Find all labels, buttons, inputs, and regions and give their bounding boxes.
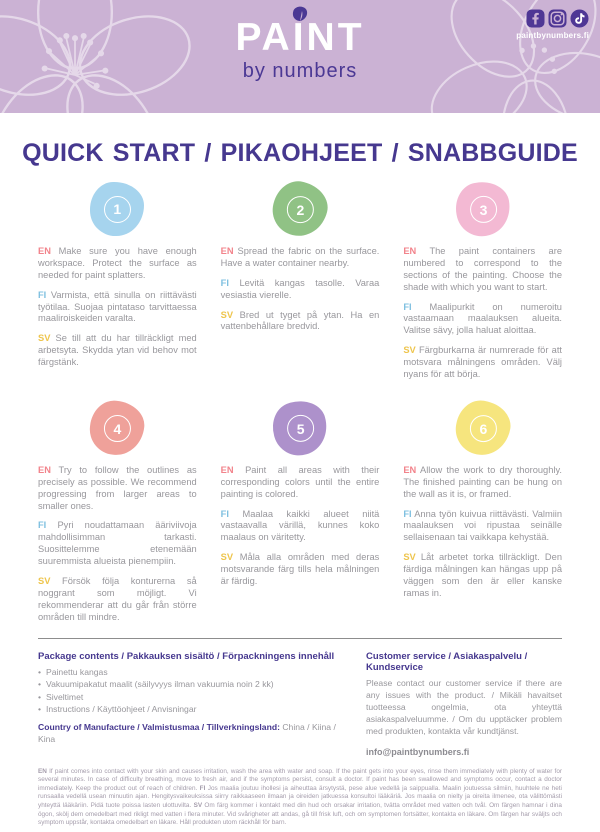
step-3-blob bbox=[451, 178, 514, 241]
step-3 bbox=[403, 182, 562, 389]
header-banner bbox=[0, 0, 600, 113]
list-item: • Siveltimet bbox=[38, 691, 346, 703]
lang-tag-en: EN bbox=[38, 464, 51, 475]
step-number: 5 bbox=[286, 414, 313, 441]
lang-tag-fi: FI bbox=[403, 301, 412, 312]
website-url[interactable]: paintbynumbers.fi bbox=[516, 31, 589, 40]
step-5-sv: SV Måla alla områden med deras motsvarande färg tills hela målningen är färdig. bbox=[220, 552, 380, 587]
step-number: 6 bbox=[469, 414, 496, 441]
tiktok-icon[interactable] bbox=[570, 9, 589, 28]
lang-tag-en: EN bbox=[403, 246, 417, 256]
step-4-en: EN Try to follow the outlines as precisely as possible. We recommend progressing from larger areas to smaller ones. bbox=[38, 464, 197, 511]
lang-tag-sv: SV bbox=[38, 576, 51, 587]
footer-lang-tag-sv: SV bbox=[193, 801, 203, 809]
customer-service-text: Please contact our customer service if there are any issues with the product. / Mikäli havaitset tuotteessa ongelmia, ota yhteyttä asiakaspalveluumme. / Om du upptäcker problem med produkten, kontakta vår kundtjänst. bbox=[366, 677, 562, 737]
step-2-sv: SV Bred ut tyget på ytan. Ha en vattenbehållare bredvid. bbox=[220, 309, 380, 332]
package-contents-list bbox=[38, 666, 346, 716]
lang-tag-en: EN bbox=[220, 464, 234, 475]
step-4-fi: FI Pyri noudattamaan ääriviivoja mahdollisimman tarkasti. Suosittelemme etenemään suuremmista alueista pienempiin. bbox=[38, 520, 197, 567]
footer-lang-tag-en: EN bbox=[38, 767, 47, 775]
lang-tag-en: EN bbox=[38, 246, 51, 256]
step-6-en: EN Allow the work to dry thoroughly. The finished painting can be hung on the wall as it is, or framed. bbox=[403, 464, 562, 499]
logo-tagline: by numbers bbox=[242, 60, 358, 82]
step-6-fi: FI Anna työn kuivua riittävästi. Valmiin maalauksen voi ripustaa seinälle sellaisenaan tai vaikkapa kehystää. bbox=[403, 508, 563, 543]
country-of-manufacture: Country of Manufacture / Valmistusmaa / Tillverkningsland: China / Kiina / Kina bbox=[38, 722, 336, 745]
footer-lang-tag-fi: FI bbox=[199, 784, 206, 792]
step-1-fi: FI Varmista, että sinulla on riittävästi työtilaa. Suojaa pintataso tarvittaessa maaliroiskeiden varalta. bbox=[38, 289, 197, 324]
lang-tag-en: EN bbox=[220, 246, 234, 256]
step-5-blob bbox=[267, 395, 334, 462]
step-5-en: EN Paint all areas with their corresponding colors until the entire painting is colored. bbox=[220, 464, 380, 499]
step-number: 4 bbox=[104, 414, 131, 441]
step-5-fi: FI Maalaa kaikki alueet niitä vastaavalla värillä, kunnes koko maalaus on väritetty. bbox=[220, 508, 380, 543]
step-1-blob bbox=[90, 182, 144, 236]
social-block bbox=[516, 9, 589, 40]
step-6 bbox=[403, 401, 562, 632]
step-2-fi: FI Levitä kangas tasolle. Varaa vesiastia vierelle. bbox=[220, 277, 380, 300]
step-2-en: EN Spread the fabric on the surface. Have a water container nearby. bbox=[220, 246, 380, 268]
list-item: • Vakuumipakatut maalit (säilyvyys ilman vakuumia noin 2 kk) bbox=[38, 678, 346, 690]
step-3-sv: SV Färgburkarna är numrerade för att motsvara målningens områden. Välj nyans för att börja. bbox=[403, 345, 562, 380]
lang-tag-sv: SV bbox=[403, 552, 416, 563]
step-6-sv: SV Låt arbetet torka tillräckligt. Den färdiga målningen kan hängas upp på väggen som den är eller kanske ramas in. bbox=[403, 552, 562, 598]
step-3-fi: FI Maalipurkit on numeroitu vastaamaan maalauksen alueita. Valitse sävy, jolla haluat aloittaa. bbox=[403, 301, 562, 336]
step-4 bbox=[38, 401, 197, 632]
divider bbox=[38, 638, 562, 639]
package-contents bbox=[38, 651, 346, 757]
lang-tag-fi: FI bbox=[38, 520, 47, 531]
step-number: 1 bbox=[104, 196, 131, 223]
package-contents-heading: Package contents / Pakkauksen sisältö / Förpackningens innehåll bbox=[38, 650, 335, 662]
step-number: 2 bbox=[286, 196, 313, 223]
facebook-icon[interactable] bbox=[526, 9, 545, 28]
step-2 bbox=[221, 182, 380, 389]
step-1 bbox=[38, 182, 197, 389]
list-item: • Instructions / Käyttöohjeet / Anvisningar bbox=[38, 703, 346, 715]
lang-tag-sv: SV bbox=[220, 309, 234, 320]
list-item: • Painettu kangas bbox=[38, 666, 346, 678]
step-1-en: EN Make sure you have enough workspace. Protect the surface as needed for paint splatters. bbox=[38, 246, 197, 280]
lang-tag-fi: FI bbox=[38, 289, 47, 300]
lang-tag-fi: FI bbox=[403, 508, 412, 519]
step-6-blob bbox=[451, 397, 514, 460]
lang-tag-sv: SV bbox=[220, 552, 234, 563]
brand-logo bbox=[0, 6, 600, 83]
lang-tag-en: EN bbox=[403, 464, 417, 475]
customer-service bbox=[366, 651, 562, 757]
info-section bbox=[38, 651, 562, 757]
lang-tag-sv: SV bbox=[403, 345, 416, 356]
customer-service-heading: Customer service / Asiakaspalvelu / Kundservice bbox=[366, 650, 528, 673]
logo-wordmark: PAINT bbox=[235, 16, 365, 59]
lang-tag-fi: FI bbox=[220, 277, 229, 288]
lang-tag-sv: SV bbox=[38, 333, 51, 344]
lang-tag-fi: FI bbox=[220, 508, 229, 519]
instagram-icon[interactable] bbox=[548, 9, 567, 28]
support-email[interactable]: info@paintbynumbers.fi bbox=[366, 746, 470, 757]
steps-grid bbox=[38, 182, 562, 632]
step-1-sv: SV Se till att du har tillräckligt med arbetsyta. Skydda ytan vid behov mot färgstänk. bbox=[38, 333, 197, 368]
step-4-sv: SV Försök följa konturerna så noggrant som möjligt. Vi rekommenderar att du går från större områden till mindre. bbox=[38, 576, 197, 622]
step-4-blob bbox=[88, 398, 147, 457]
step-3-en: EN The paint containers are numbered to correspond to the sections of the painting. Choose the shade with which you want to start. bbox=[403, 246, 562, 292]
step-number: 3 bbox=[469, 196, 496, 223]
safety-fine-print: EN If paint comes into contact with your skin and causes irritation, wash the area with water and soap. If the paint gets into your eyes, rinse them immediately with plenty of water for several minutes. In case of difficulty breathing, move to fresh air, and if the symptoms persist, consult a doctor. If paint has been swallowed and symptoms occur, contact a doctor immediately. Keep the product out of reach of children. FI Jos maalia joutuu ihollesi ja aiheuttaa ärsytystä, pese alue vedellä ja saippualla. Maalin joutuessa silmiin, huuhtele ne heti runsaalla vedellä usean minuutin ajan. Hengitysvaikeuksissa siirry raikkaaseen ilmaan ja oireiden jatkuessa konsultoi lääkäriä. Jos maalia on nielty ja oireita ilmenee, ota välittömästi yhteyttä lääkäriin. Pidä tuote poissa lasten ulottuvilta. SV Om färg kommer i kontakt med din hud och orsakar irritation, tvätta området med vatten och tvål. Om färgen hamnar i dina ögon, skölj dem omedelbart med rikligt med vatten i flera minuter. Vid svårigheter att andas, gå till frisk luft, och om symptomen fortsätter, kontakta en läkare. Om färgen har sväljts och symptom uppstår, kontakta omedelbart en läkare. Håll produkten utom räckhåll för barn. bbox=[38, 767, 562, 827]
step-5 bbox=[221, 401, 380, 632]
page-title: QUICK START / PIKAOHJEET / SNABBGUIDE bbox=[22, 139, 578, 167]
step-2-blob bbox=[267, 176, 332, 241]
